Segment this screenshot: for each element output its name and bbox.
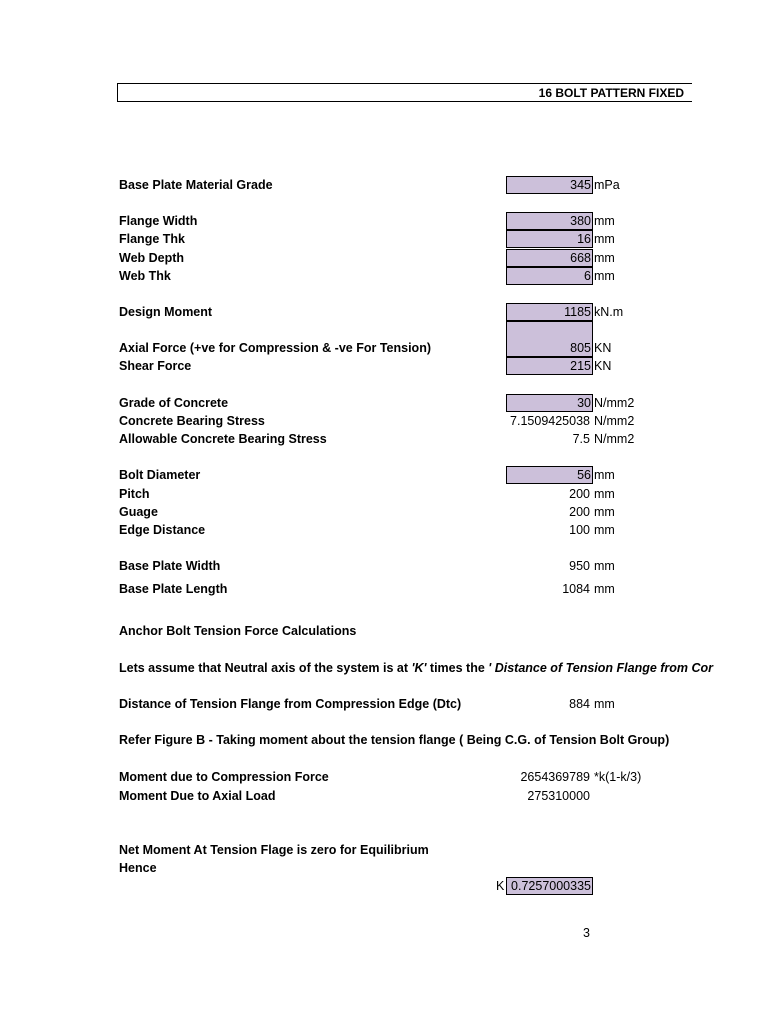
row-unit: mm: [594, 582, 615, 596]
row-unit: mm: [594, 251, 615, 265]
assumption-prefix: Lets assume that Neutral axis of the system is at: [119, 661, 412, 675]
hence-text: Hence: [119, 861, 157, 875]
input-cell[interactable]: 345: [506, 176, 593, 194]
input-cell[interactable]: 380: [506, 212, 593, 230]
dtc-value: 884: [569, 697, 590, 711]
row-unit: N/mm2: [594, 432, 635, 446]
row-unit: KN: [594, 359, 612, 373]
row-label: Guage: [119, 505, 158, 519]
row-label: Bolt Diameter: [119, 468, 201, 482]
row-unit: mm: [594, 559, 615, 573]
row-label: Flange Width: [119, 214, 198, 228]
row-label: Base Plate Length: [119, 582, 228, 596]
input-cell[interactable]: 30: [506, 394, 593, 412]
net-moment-text: Net Moment At Tension Flage is zero for Equilibrium: [119, 843, 429, 857]
row-unit: N/mm2: [594, 396, 635, 410]
input-cell[interactable]: 16: [506, 230, 593, 248]
input-cell[interactable]: 215: [506, 357, 593, 375]
row-label: Pitch: [119, 487, 150, 501]
input-cell[interactable]: 6: [506, 267, 593, 285]
row-label: Design Moment: [119, 305, 213, 319]
assumption-tail: ' Distance of Tension Flange from Cor: [488, 661, 714, 675]
row-value: 200: [569, 487, 590, 501]
row-value: 7.5: [572, 432, 590, 446]
input-cell[interactable]: 805: [506, 321, 593, 357]
title-box: [117, 83, 692, 102]
dtc-unit: mm: [594, 697, 615, 711]
row-label: Web Thk: [119, 269, 171, 283]
row-label: Base Plate Width: [119, 559, 221, 573]
refer-text: Refer Figure B - Taking moment about the tension flange ( Being C.G. of Tension Bolt Group): [119, 733, 670, 747]
row-label: Grade of Concrete: [119, 396, 229, 410]
page-title: 16 BOLT PATTERN FIXED: [538, 86, 684, 100]
page-number: 3: [583, 926, 590, 940]
row-unit: N/mm2: [594, 414, 635, 428]
input-cell[interactable]: 668: [506, 249, 593, 267]
row-label: Base Plate Material Grade: [119, 178, 273, 192]
row-unit: mm: [594, 269, 615, 283]
row-unit: kN.m: [594, 305, 624, 319]
row-unit: mm: [594, 232, 615, 246]
row-value: 1084: [562, 582, 590, 596]
mcomp-value: 2654369789: [520, 770, 590, 784]
maxial-value: 275310000: [527, 789, 590, 803]
row-unit: KN: [594, 341, 612, 355]
row-label: Shear Force: [119, 359, 192, 373]
row-value: 200: [569, 505, 590, 519]
assumption-mid: times the: [426, 661, 489, 675]
row-label: Flange Thk: [119, 232, 185, 246]
row-unit: mPa: [594, 178, 620, 192]
row-value: 100: [569, 523, 590, 537]
input-cell[interactable]: 1185: [506, 303, 593, 321]
row-unit: mm: [594, 468, 615, 482]
row-value: 7.1509425038: [510, 414, 590, 428]
mcomp-label: Moment due to Compression Force: [119, 770, 329, 784]
row-label: Concrete Bearing Stress: [119, 414, 265, 428]
row-unit: mm: [594, 487, 615, 501]
mcomp-expr: *k(1-k/3): [594, 770, 642, 784]
row-unit: mm: [594, 505, 615, 519]
k-result-cell[interactable]: 0.7257000335: [506, 877, 593, 895]
section-heading: Anchor Bolt Tension Force Calculations: [119, 624, 357, 638]
row-label: Web Depth: [119, 251, 185, 265]
row-value: 950: [569, 559, 590, 573]
row-label: Axial Force (+ve for Compression & -ve For Tension): [119, 341, 431, 355]
assumption-k: 'K': [411, 661, 427, 675]
dtc-label: Distance of Tension Flange from Compression Edge (Dtc): [119, 697, 462, 711]
row-label: Edge Distance: [119, 523, 206, 537]
input-cell[interactable]: 56: [506, 466, 593, 484]
assumption-line: [119, 661, 714, 675]
row-unit: mm: [594, 214, 615, 228]
row-unit: mm: [594, 523, 615, 537]
row-label: Allowable Concrete Bearing Stress: [119, 432, 327, 446]
k-label: K: [496, 879, 505, 893]
maxial-label: Moment Due to Axial Load: [119, 789, 276, 803]
